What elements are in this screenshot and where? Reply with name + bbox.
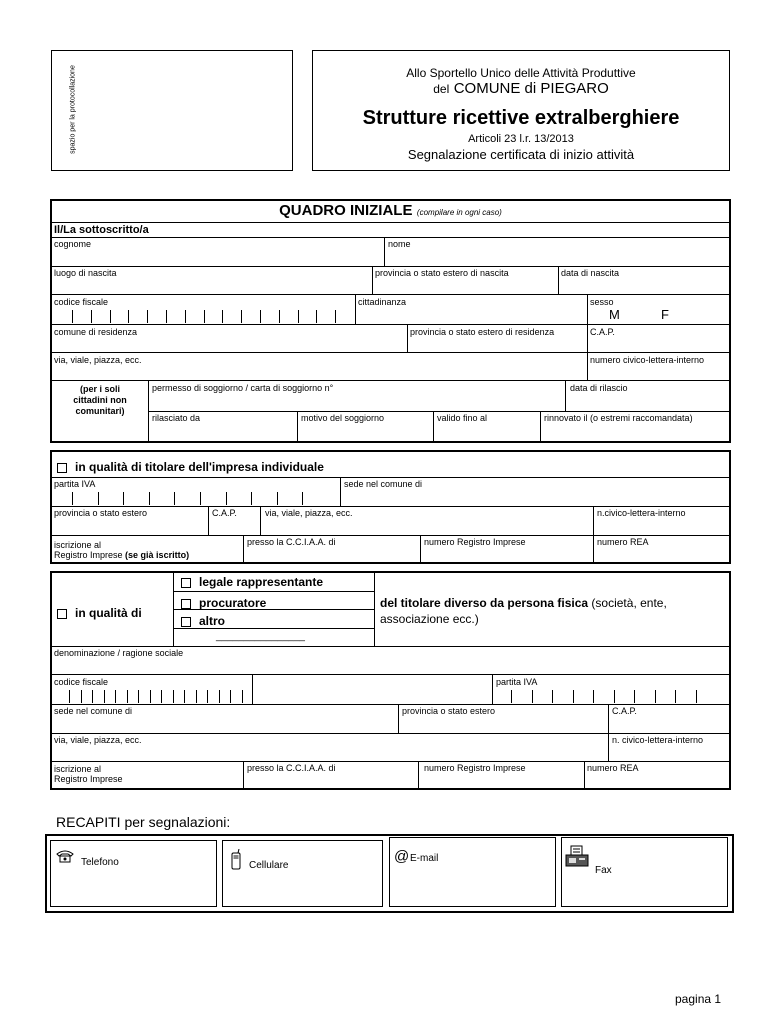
societa-presso-field[interactable]: presso la C.C.I.A.A. di xyxy=(247,763,336,773)
addressee-del: del xyxy=(433,82,450,96)
addressee-comune-name: COMUNE di PIEGARO xyxy=(453,80,609,97)
cellulare-box[interactable] xyxy=(222,840,383,907)
recapiti-heading: RECAPITI per segnalazioni: xyxy=(56,814,231,830)
cell-divider xyxy=(552,690,553,703)
cell-divider xyxy=(335,310,336,323)
cell-divider xyxy=(196,690,197,703)
procuratore-checkbox[interactable] xyxy=(181,599,191,609)
cell-divider xyxy=(222,310,223,323)
legale-checkbox[interactable] xyxy=(181,578,191,588)
cell-divider xyxy=(174,492,175,505)
cell-divider xyxy=(184,690,185,703)
opt-legale[interactable]: legale rappresentante xyxy=(181,575,323,589)
cell-divider xyxy=(72,492,73,505)
cap-field[interactable]: C.A.P. xyxy=(590,327,615,337)
societa-sede-field[interactable]: sede nel comune di xyxy=(54,706,133,716)
cell-divider xyxy=(251,492,252,505)
fax-machine-icon xyxy=(564,845,590,876)
cell-divider xyxy=(614,690,615,703)
sesso-f-option[interactable]: F xyxy=(661,307,669,322)
societa-in-qualita: in qualità di xyxy=(57,606,142,620)
cell-divider xyxy=(593,690,594,703)
rilasciato-da-field[interactable]: rilasciato da xyxy=(152,413,201,423)
provincia-nascita-field[interactable]: provincia o stato estero di nascita xyxy=(375,268,509,278)
cell-divider xyxy=(147,310,148,323)
cell-divider xyxy=(127,690,128,703)
cell-divider xyxy=(104,690,105,703)
cell-divider xyxy=(279,310,280,323)
at-sign-icon: @ xyxy=(394,848,410,865)
sesso-m-option[interactable]: M xyxy=(609,307,620,322)
protocol-box xyxy=(51,50,293,171)
cell-divider xyxy=(277,492,278,505)
motivo-field[interactable]: motivo del soggiorno xyxy=(301,413,385,423)
cell-divider xyxy=(138,690,139,703)
cell-divider xyxy=(150,690,151,703)
cell-divider xyxy=(242,690,243,703)
protocol-label: spazio per la protocollazione xyxy=(69,65,77,154)
nome-field[interactable]: nome xyxy=(388,239,411,249)
cell-divider xyxy=(207,690,208,703)
opt-altro[interactable]: altro xyxy=(181,614,225,628)
cell-divider xyxy=(298,310,299,323)
cell-divider xyxy=(696,690,697,703)
cell-divider xyxy=(230,690,231,703)
societa-iscrizione-label: iscrizione al Registro Imprese xyxy=(54,764,123,784)
cell-divider xyxy=(185,310,186,323)
email-box[interactable] xyxy=(389,837,556,907)
cell-divider xyxy=(92,690,93,703)
cell-divider xyxy=(149,492,150,505)
cell-divider xyxy=(161,690,162,703)
cell-divider xyxy=(573,690,574,703)
societa-codice-fiscale-field[interactable]: codice fiscale xyxy=(54,677,109,687)
valido-field[interactable]: valido fino al xyxy=(437,413,488,423)
page-title: Strutture ricettive extralberghiere xyxy=(362,107,680,129)
sesso-label: sesso xyxy=(590,297,614,307)
cell-divider xyxy=(260,310,261,323)
cell-divider xyxy=(81,690,82,703)
cellulare-label: Cellulare xyxy=(249,860,289,871)
rinnovato-field[interactable]: rinnovato il (o estremi raccomandata) xyxy=(544,413,693,423)
cell-divider xyxy=(226,492,227,505)
altro-input-line[interactable]: ________________ xyxy=(216,631,305,642)
altro-checkbox[interactable] xyxy=(181,617,191,627)
titolare-cap-field[interactable]: C.A.P. xyxy=(212,508,237,518)
cell-divider xyxy=(219,690,220,703)
mobile-phone-icon xyxy=(229,849,243,876)
cell-divider xyxy=(115,690,116,703)
titolare-sede-field[interactable]: sede nel comune di xyxy=(344,479,423,489)
cell-divider xyxy=(655,690,656,703)
via-field[interactable]: via, viale, piazza, ecc. xyxy=(54,355,142,365)
cell-divider xyxy=(511,690,512,703)
cell-divider xyxy=(91,310,92,323)
page-subtitle: Segnalazione certificata di inizio attività xyxy=(407,147,635,162)
cell-divider xyxy=(166,310,167,323)
permesso-field[interactable]: permesso di soggiorno / carta di soggiorno n° xyxy=(152,383,334,393)
quadro-iniziale-section xyxy=(50,199,731,443)
numero-civico-field[interactable]: numero civico-lettera-interno xyxy=(590,355,705,365)
cell-divider xyxy=(675,690,676,703)
cell-divider xyxy=(173,690,174,703)
titolare-provincia-field[interactable]: provincia o stato estero xyxy=(54,508,148,518)
addressee-comune xyxy=(312,80,730,98)
data-rilascio-field[interactable]: data di rilascio xyxy=(570,383,628,393)
cell-divider xyxy=(532,690,533,703)
cell-divider xyxy=(241,310,242,323)
titolare-rea-field[interactable]: numero REA xyxy=(597,537,649,547)
titolare-partita-iva-field[interactable]: partita IVA xyxy=(54,479,96,489)
societa-checkbox[interactable] xyxy=(57,609,67,619)
comune-residenza-field[interactable]: comune di residenza xyxy=(54,327,138,337)
societa-partita-iva-field[interactable]: partita IVA xyxy=(496,677,538,687)
data-nascita-field[interactable]: data di nascita xyxy=(561,268,620,278)
provincia-residenza-field[interactable]: provincia o stato estero di residenza xyxy=(410,327,555,337)
cell-divider xyxy=(98,492,99,505)
codice-fiscale-field[interactable]: codice fiscale xyxy=(54,297,109,307)
titolare-heading: in qualità di titolare dell'impresa individuale xyxy=(57,460,324,474)
societa-civico-field[interactable]: n. civico-lettera-interno xyxy=(612,735,704,745)
cell-divider xyxy=(634,690,635,703)
telefono-label: Telefono xyxy=(81,857,119,868)
extra-ue-note: (per i soli cittadini non comunitari) xyxy=(73,384,127,416)
opt-procuratore[interactable]: procuratore xyxy=(181,596,266,610)
societa-cap-field[interactable]: C.A.P. xyxy=(612,706,637,716)
societa-rea-field[interactable]: numero REA xyxy=(587,763,639,773)
cell-divider xyxy=(123,492,124,505)
denominazione-field[interactable]: denominazione / ragione sociale xyxy=(54,648,184,658)
cell-divider xyxy=(69,690,70,703)
addressee-line: Allo Sportello Unico delle Attività Produttive xyxy=(406,66,636,80)
titolare-via-field[interactable]: via, viale, piazza, ecc. xyxy=(265,508,353,518)
cell-divider xyxy=(316,310,317,323)
telefono-box[interactable] xyxy=(50,840,217,907)
societa-via-field[interactable]: via, viale, piazza, ecc. xyxy=(54,735,142,745)
email-label: E-mail xyxy=(410,853,439,864)
societa-provincia-field[interactable]: provincia o stato estero xyxy=(402,706,496,716)
cell-divider xyxy=(110,310,111,323)
cell-divider xyxy=(72,310,73,323)
page-number: pagina 1 xyxy=(675,992,722,1006)
titolare-checkbox[interactable] xyxy=(57,463,67,473)
cittadinanza-field[interactable]: cittadinanza xyxy=(358,297,407,307)
titolare-registro-field[interactable]: numero Registro Imprese xyxy=(424,537,526,547)
luogo-nascita-field[interactable]: luogo di nascita xyxy=(54,268,117,278)
telephone-icon xyxy=(55,849,75,868)
cognome-field[interactable]: cognome xyxy=(54,239,92,249)
titolare-iscrizione-label: iscrizione al Registro Imprese (se già iscritto) xyxy=(54,540,190,560)
societa-registro-field[interactable]: numero Registro Imprese xyxy=(424,763,526,773)
cell-divider xyxy=(200,492,201,505)
cell-divider xyxy=(302,492,303,505)
articles-ref: Articoli 23 l.r. 13/2013 xyxy=(468,133,574,145)
sottoscritto-label: Il/La sottoscritto/a xyxy=(54,224,149,236)
cell-divider xyxy=(204,310,205,323)
fax-label: Fax xyxy=(595,865,612,876)
titolare-presso-field[interactable]: presso la C.C.I.A.A. di xyxy=(247,537,336,547)
del-titolare-text: del titolare diverso da persona fisica (società, ente, associazione ecc.) xyxy=(380,596,667,626)
cell-divider xyxy=(128,310,129,323)
titolare-civico-field[interactable]: n.civico-lettera-interno xyxy=(597,508,686,518)
quadro-title: QUADRO INIZIALE (compilare in ogni caso) xyxy=(279,202,502,219)
